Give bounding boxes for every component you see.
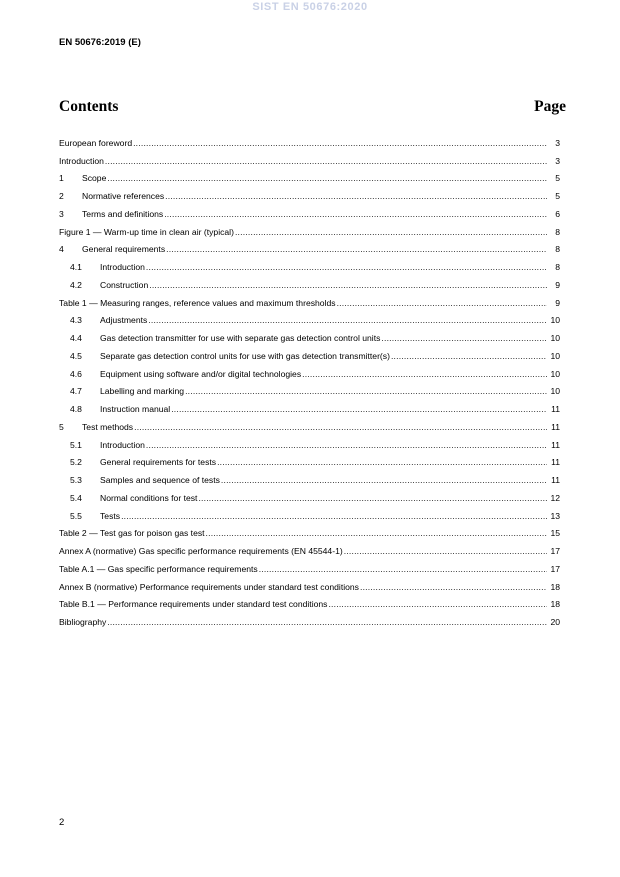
dot-leader — [133, 138, 547, 148]
toc-entry[interactable] — [59, 467, 560, 485]
toc-entry-page: 13 — [550, 510, 560, 521]
toc-entry-page: 12 — [550, 492, 560, 503]
toc-entry-number: 4.7 — [70, 386, 82, 397]
toc-entry-title: Table B.1 — Performance requirements under standard test conditions — [59, 599, 328, 610]
toc-entry-title: Terms and definitions — [82, 208, 164, 219]
dot-leader — [217, 457, 547, 467]
toc-entry[interactable] — [59, 414, 560, 432]
toc-entry[interactable] — [59, 538, 560, 556]
toc-entry-number: 4.3 — [70, 315, 82, 326]
toc-entry-page: 18 — [550, 599, 560, 610]
dot-leader — [344, 546, 547, 556]
toc-entry-title: Gas detection transmitter for use with separate gas detection control units — [100, 333, 381, 343]
dot-leader — [206, 528, 547, 538]
toc-entry-page: 9 — [555, 279, 560, 290]
toc-entry[interactable] — [59, 308, 560, 326]
toc-entry-page: 3 — [555, 137, 560, 148]
page-number: 2 — [59, 817, 65, 828]
toc-entry-page: 10 — [550, 386, 560, 397]
toc-entry[interactable] — [59, 148, 560, 166]
dot-leader — [105, 156, 547, 166]
toc-entry-number: 4 — [59, 244, 64, 255]
toc-entry-title: Test methods — [82, 421, 134, 432]
dot-leader — [107, 617, 547, 627]
dot-leader — [134, 422, 547, 432]
toc-entry-number: 5.4 — [70, 492, 82, 503]
toc-entry-number: 4.8 — [70, 404, 82, 414]
toc-entry-page: 3 — [555, 155, 560, 166]
toc-entry-title: Introduction — [100, 262, 145, 272]
toc-entry-title: European foreword — [59, 137, 133, 148]
dot-leader — [185, 386, 547, 396]
toc-entry[interactable] — [59, 130, 560, 148]
toc-entry-number: 4.2 — [70, 279, 82, 290]
dot-leader — [259, 564, 547, 574]
toc-entry-title: Scope — [82, 173, 107, 184]
toc-entry-page: 17 — [550, 546, 560, 556]
toc-entry[interactable] — [59, 166, 560, 184]
toc-entry-number: 5.5 — [70, 510, 82, 521]
dot-leader — [148, 315, 547, 325]
toc-entry-number: 5.1 — [70, 439, 82, 450]
toc-entry[interactable] — [59, 219, 560, 237]
toc-entry[interactable] — [59, 201, 560, 219]
toc-entry[interactable] — [59, 343, 560, 361]
toc-entry-title: Bibliography — [59, 617, 107, 627]
dot-leader — [107, 173, 547, 183]
dot-leader — [198, 493, 547, 503]
toc-entry-title: General requirements for tests — [100, 457, 217, 468]
toc-entry-title: Normal conditions for test — [100, 492, 198, 503]
toc-entry-number: 5 — [59, 421, 64, 432]
toc-entry[interactable] — [59, 450, 560, 468]
document-id: EN 50676:2019 (E) — [59, 37, 141, 48]
toc-entry[interactable] — [59, 574, 560, 592]
toc-entry-title: Equipment using software and/or digital technologies — [100, 368, 302, 379]
toc-entry-number: 4.4 — [70, 333, 82, 343]
toc-entry-page: 17 — [550, 563, 560, 574]
toc-entry-page: 10 — [550, 368, 560, 379]
dot-leader — [337, 298, 547, 308]
dot-leader — [171, 404, 547, 414]
toc-entry-title: Normative references — [82, 191, 165, 201]
toc-entry-page: 18 — [550, 581, 560, 592]
toc-entry-page: 6 — [555, 208, 560, 219]
watermark: SIST EN 50676:2020 — [252, 1, 368, 13]
toc-entry-number: 1 — [59, 173, 64, 184]
toc-entry[interactable] — [59, 503, 560, 521]
dot-leader — [391, 351, 547, 361]
toc-entry[interactable] — [59, 556, 560, 574]
toc-entry[interactable] — [59, 521, 560, 539]
toc-entry-page: 11 — [551, 439, 560, 450]
contents-heading: Contents — [59, 98, 119, 115]
toc-entry[interactable] — [59, 432, 560, 450]
dot-leader — [302, 369, 547, 379]
toc-entry-page: 8 — [555, 244, 560, 255]
toc-entry[interactable] — [59, 290, 560, 308]
dot-leader — [221, 475, 547, 485]
toc-entry-page: 5 — [555, 191, 560, 201]
toc-entry-title: Annex A (normative) Gas specific performance requirements (EN 45544-1) — [59, 546, 343, 556]
dot-leader — [328, 599, 547, 609]
toc-entry-title: Table A.1 — Gas specific performance requirements — [59, 563, 258, 574]
toc-entry-page: 11 — [551, 457, 560, 468]
toc-entry-title: Construction — [100, 279, 149, 290]
toc-entry-number: 5.2 — [70, 457, 82, 468]
toc-entry-number: 5.3 — [70, 475, 82, 485]
toc-entry-page: 20 — [550, 617, 560, 627]
toc-entry-title: Adjustments — [100, 315, 148, 326]
toc-entry-page: 15 — [550, 528, 560, 539]
page-column-heading: Page — [534, 98, 566, 115]
toc-entry-page: 5 — [555, 173, 560, 184]
toc-entry-title: Samples and sequence of tests — [100, 475, 220, 485]
toc-entry-title: Annex B (normative) Performance requirements under standard test conditions — [59, 581, 359, 592]
dot-leader — [121, 511, 547, 521]
table-of-contents — [59, 130, 560, 627]
toc-entry-title: Separate gas detection control units for use with gas detection transmitter(s) — [100, 350, 390, 361]
dot-leader — [164, 209, 547, 219]
toc-entry-page: 11 — [551, 475, 560, 485]
toc-entry[interactable] — [59, 592, 560, 610]
toc-entry[interactable] — [59, 272, 560, 290]
toc-entry[interactable] — [59, 609, 560, 627]
toc-entry-page: 9 — [555, 297, 560, 308]
toc-entry[interactable] — [59, 183, 560, 201]
toc-entry-title: Introduction — [100, 439, 145, 450]
toc-entry-title: Labelling and marking — [100, 386, 185, 397]
toc-entry[interactable] — [59, 325, 560, 343]
toc-entry[interactable] — [59, 485, 560, 503]
toc-entry-title: Table 1 — Measuring ranges, reference values and maximum thresholds — [59, 297, 336, 308]
toc-entry-title: Instruction manual — [100, 404, 171, 414]
toc-entry[interactable] — [59, 254, 560, 272]
toc-entry-number: 4.6 — [70, 368, 82, 379]
toc-entry-title: Figure 1 — Warm-up time in clean air (typical) — [59, 226, 234, 237]
toc-entry-number: 4.1 — [70, 262, 82, 272]
toc-entry-page: 11 — [551, 404, 560, 414]
toc-entry[interactable] — [59, 379, 560, 397]
dot-leader — [381, 333, 547, 343]
dot-leader — [235, 227, 547, 237]
toc-entry-number: 4.5 — [70, 350, 82, 361]
toc-entry-number: 2 — [59, 191, 64, 201]
toc-entry-title: Introduction — [59, 155, 104, 166]
toc-entry[interactable] — [59, 361, 560, 379]
toc-entry-title: Table 2 — Test gas for poison gas test — [59, 528, 205, 539]
toc-entry-page: 10 — [550, 350, 560, 361]
dot-leader — [166, 244, 547, 254]
toc-entry-page: 10 — [550, 333, 560, 343]
dot-leader — [146, 262, 547, 272]
toc-entry-page: 10 — [550, 315, 560, 326]
toc-entry[interactable] — [59, 396, 560, 414]
toc-entry-title: General requirements — [82, 244, 166, 255]
dot-leader — [149, 280, 547, 290]
dot-leader — [165, 191, 547, 201]
toc-entry-title: Tests — [100, 510, 121, 521]
toc-entry-number: 3 — [59, 208, 64, 219]
dot-leader — [360, 582, 547, 592]
dot-leader — [146, 440, 547, 450]
toc-entry-page: 11 — [551, 421, 560, 432]
toc-entry-page: 8 — [555, 226, 560, 237]
toc-entry-page: 8 — [555, 262, 560, 272]
toc-entry[interactable] — [59, 237, 560, 255]
